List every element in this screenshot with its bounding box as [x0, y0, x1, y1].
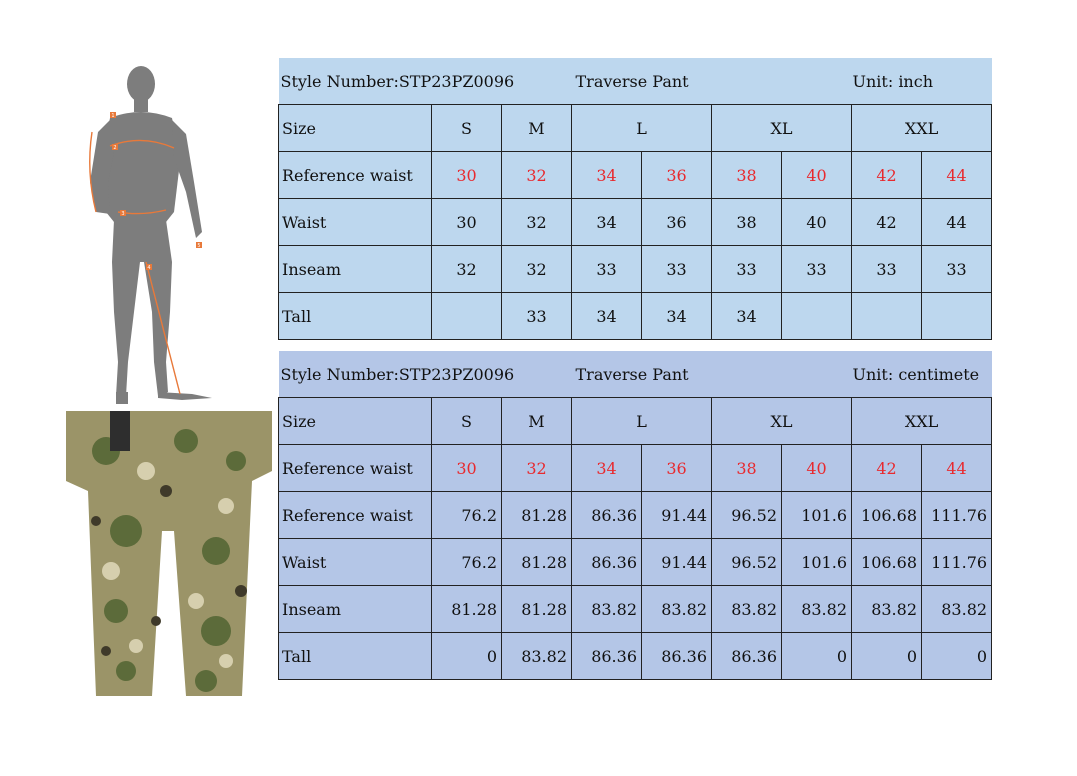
- cell: 33: [852, 246, 922, 293]
- cell: 0: [782, 633, 852, 680]
- cell: 86.36: [572, 633, 642, 680]
- cell: [852, 293, 922, 340]
- cell: 91.44: [642, 539, 712, 586]
- cell: 101.6: [782, 539, 852, 586]
- table-row: [279, 445, 992, 492]
- cell: 81.28: [502, 492, 572, 539]
- size-row: [279, 398, 992, 445]
- cell: 83.82: [712, 586, 782, 633]
- cell: 34: [642, 293, 712, 340]
- cell: 34: [572, 199, 642, 246]
- row-label: Reference waist: [279, 492, 432, 539]
- size-xxl: XXL: [852, 398, 992, 445]
- cell: 81.28: [502, 539, 572, 586]
- marker-label-5: 5: [197, 243, 201, 249]
- cell: 40: [782, 152, 852, 199]
- table-row: [279, 633, 992, 680]
- size-row: [279, 105, 992, 152]
- cell: 101.6: [782, 492, 852, 539]
- row-label: Reference waist: [279, 152, 432, 199]
- cell: 44: [922, 199, 992, 246]
- cell: 91.44: [642, 492, 712, 539]
- table-row: [279, 293, 992, 340]
- cell: 33: [502, 293, 572, 340]
- cell: 30: [432, 445, 502, 492]
- cell: 111.76: [922, 492, 992, 539]
- cell: 32: [502, 152, 572, 199]
- row-label: Waist: [279, 539, 432, 586]
- cell: 42: [852, 152, 922, 199]
- table-row: [279, 199, 992, 246]
- camo-pants-image: [66, 411, 272, 696]
- marker-label-3: 3: [121, 211, 125, 217]
- size-s: S: [432, 398, 502, 445]
- row-label: Inseam: [279, 586, 432, 633]
- cell: 34: [572, 293, 642, 340]
- size-label: Size: [279, 105, 432, 152]
- cell: [782, 293, 852, 340]
- style-number: Style Number:STP23PZ0096: [280, 365, 515, 384]
- cell: 33: [642, 246, 712, 293]
- row-label: Tall: [279, 633, 432, 680]
- product-name: Traverse Pant: [575, 365, 689, 384]
- cell: 33: [712, 246, 782, 293]
- cell: 86.36: [572, 539, 642, 586]
- cell: 42: [852, 199, 922, 246]
- size-l: L: [572, 105, 712, 152]
- table-row: [279, 586, 992, 633]
- marker-label-4: 4: [147, 265, 151, 271]
- cell: [922, 293, 992, 340]
- cell: 44: [922, 152, 992, 199]
- cell: 83.82: [922, 586, 992, 633]
- cell: 38: [712, 152, 782, 199]
- cell: 106.68: [852, 539, 922, 586]
- cell: 34: [712, 293, 782, 340]
- cell: 81.28: [502, 586, 572, 633]
- cell: 36: [642, 445, 712, 492]
- table-row: [279, 246, 992, 293]
- unit-label: Unit: centimete: [852, 365, 980, 384]
- table-cm-header: [279, 351, 992, 398]
- cell: 106.68: [852, 492, 922, 539]
- cell: 83.82: [642, 586, 712, 633]
- cell: 44: [922, 445, 992, 492]
- cell: 0: [852, 633, 922, 680]
- cell: 30: [432, 152, 502, 199]
- cell: [432, 293, 502, 340]
- cell: 34: [572, 445, 642, 492]
- cell: 38: [712, 445, 782, 492]
- size-xl: XL: [712, 398, 852, 445]
- size-xl: XL: [712, 105, 852, 152]
- row-label: Waist: [279, 199, 432, 246]
- table-row: [279, 152, 992, 199]
- cell: 34: [572, 152, 642, 199]
- size-s: S: [432, 105, 502, 152]
- table-inch-header: [279, 58, 992, 105]
- cell: 76.2: [432, 539, 502, 586]
- cell: 0: [922, 633, 992, 680]
- row-label: Tall: [279, 293, 432, 340]
- cell: 83.82: [502, 633, 572, 680]
- cell: 33: [922, 246, 992, 293]
- style-number: Style Number:STP23PZ0096: [280, 72, 515, 91]
- size-table-cm: [278, 351, 992, 680]
- cell: 83.82: [782, 586, 852, 633]
- cell: 96.52: [712, 492, 782, 539]
- cell: 0: [432, 633, 502, 680]
- table-row: [279, 492, 992, 539]
- size-xxl: XXL: [852, 105, 992, 152]
- cell: 96.52: [712, 539, 782, 586]
- row-label: Reference waist: [279, 445, 432, 492]
- cell: 83.82: [852, 586, 922, 633]
- size-label: Size: [279, 398, 432, 445]
- cell: 86.36: [642, 633, 712, 680]
- size-m: M: [502, 105, 572, 152]
- product-name: Traverse Pant: [575, 72, 689, 91]
- size-m: M: [502, 398, 572, 445]
- size-table-inch: [278, 58, 992, 340]
- cell: 42: [852, 445, 922, 492]
- cell: 33: [782, 246, 852, 293]
- marker-label-1: 1: [111, 113, 115, 119]
- table-row: [279, 539, 992, 586]
- cell: 86.36: [712, 633, 782, 680]
- body-silhouette-icon: [62, 62, 232, 407]
- row-label: Inseam: [279, 246, 432, 293]
- cell: 36: [642, 199, 712, 246]
- cell: 83.82: [572, 586, 642, 633]
- marker-label-2: 2: [113, 145, 117, 151]
- cell: 32: [502, 246, 572, 293]
- pants-photo: [66, 411, 272, 696]
- cell: 111.76: [922, 539, 992, 586]
- cell: 81.28: [432, 586, 502, 633]
- cell: 32: [432, 246, 502, 293]
- cell: 76.2: [432, 492, 502, 539]
- cell: 38: [712, 199, 782, 246]
- cell: 36: [642, 152, 712, 199]
- cell: 32: [502, 445, 572, 492]
- cell: 30: [432, 199, 502, 246]
- cell: 33: [572, 246, 642, 293]
- cell: 32: [502, 199, 572, 246]
- cell: 40: [782, 445, 852, 492]
- size-l: L: [572, 398, 712, 445]
- cell: 40: [782, 199, 852, 246]
- unit-label: Unit: inch: [852, 72, 933, 91]
- cell: 86.36: [572, 492, 642, 539]
- measurement-figure: [62, 62, 232, 407]
